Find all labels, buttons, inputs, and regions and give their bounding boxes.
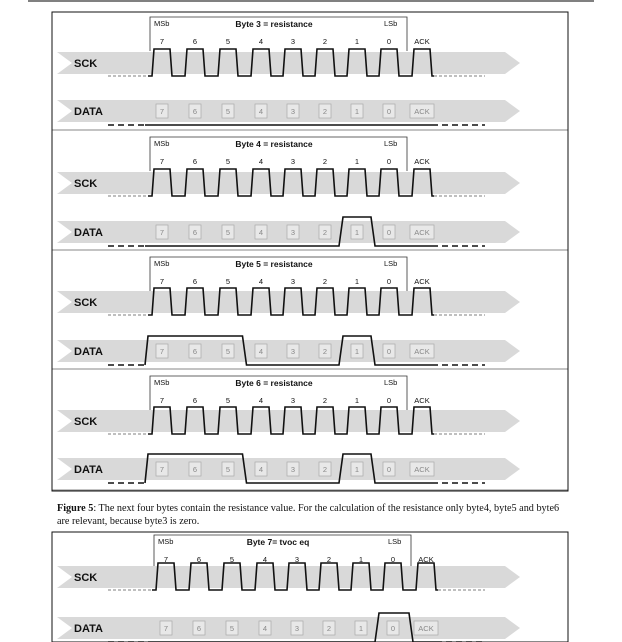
data-ack-label: ACK xyxy=(414,465,430,474)
data-bit-label: 6 xyxy=(192,228,198,237)
ack-label: ACK xyxy=(418,555,434,564)
bit-number-7: 7 xyxy=(159,396,165,405)
bit-number-3: 3 xyxy=(294,555,300,564)
bit-number-1: 1 xyxy=(354,277,360,286)
byte-panel-2 xyxy=(57,137,520,246)
bit-number-2: 2 xyxy=(322,277,328,286)
data-bit-label: 5 xyxy=(229,624,235,633)
data-bit-label: 7 xyxy=(163,624,169,633)
data-bit-label: 0 xyxy=(390,624,396,633)
bit-number-2: 2 xyxy=(326,555,332,564)
data-bit-label: 2 xyxy=(322,228,328,237)
byte-title: Byte 4 = resistance xyxy=(235,139,313,149)
data-bit-label: 1 xyxy=(354,465,360,474)
byte-panel-5 xyxy=(57,535,520,642)
byte-title: Byte 5 = resistance xyxy=(235,259,313,269)
data-bit-label: 4 xyxy=(262,624,268,633)
bit-number-0: 0 xyxy=(386,277,392,286)
byte-panel-1 xyxy=(57,17,520,125)
sck-label: SCK xyxy=(74,178,98,190)
data-bit-label: 4 xyxy=(258,465,264,474)
bit-number-4: 4 xyxy=(258,396,264,405)
data-ack-label: ACK xyxy=(414,347,430,356)
data-bit-label: 5 xyxy=(225,347,231,356)
data-bit-label: 3 xyxy=(294,624,300,633)
byte-title: Byte 3 = resistance xyxy=(235,19,313,29)
byte-title: Byte 6 = resistance xyxy=(235,378,313,388)
bit-number-3: 3 xyxy=(290,157,296,166)
data-bit-label: 1 xyxy=(354,228,360,237)
data-bit-label: 7 xyxy=(159,347,165,356)
data-bit-label: 2 xyxy=(322,107,328,116)
data-label: DATA xyxy=(74,227,103,239)
data-ack-label: ACK xyxy=(414,107,430,116)
bit-number-6: 6 xyxy=(192,157,198,166)
data-label: DATA xyxy=(74,464,103,476)
data-bit-label: 6 xyxy=(196,624,202,633)
sck-label: SCK xyxy=(74,58,98,70)
bit-number-7: 7 xyxy=(163,555,169,564)
bit-number-1: 1 xyxy=(354,37,360,46)
sck-label: SCK xyxy=(74,572,98,584)
data-bit-label: 7 xyxy=(159,465,165,474)
data-bit-label: 6 xyxy=(192,347,198,356)
bit-number-4: 4 xyxy=(258,277,264,286)
bit-number-6: 6 xyxy=(196,555,202,564)
byte-panel-3 xyxy=(57,257,520,365)
msb-label: MSb xyxy=(154,259,170,268)
lsb-label: LSb xyxy=(384,19,398,28)
bit-number-5: 5 xyxy=(225,396,231,405)
msb-label: MSb xyxy=(154,19,170,28)
data-bit-label: 1 xyxy=(354,107,360,116)
signal-band xyxy=(57,291,520,313)
bit-number-6: 6 xyxy=(192,277,198,286)
bit-number-0: 0 xyxy=(386,157,392,166)
bit-number-3: 3 xyxy=(290,277,296,286)
data-bit-label: 1 xyxy=(358,624,364,633)
bit-number-7: 7 xyxy=(159,277,165,286)
figure-caption-label: Figure 5 xyxy=(57,503,94,514)
signal-band xyxy=(57,52,520,74)
bit-number-4: 4 xyxy=(258,37,264,46)
bit-number-5: 5 xyxy=(229,555,235,564)
lsb-label: LSb xyxy=(388,537,402,546)
lsb-label: LSb xyxy=(384,378,398,387)
data-bit-label: 0 xyxy=(386,228,392,237)
bit-number-5: 5 xyxy=(225,37,231,46)
data-bit-label: 2 xyxy=(322,347,328,356)
bit-number-2: 2 xyxy=(322,157,328,166)
data-bit-label: 7 xyxy=(159,228,165,237)
lsb-label: LSb xyxy=(384,259,398,268)
data-label: DATA xyxy=(74,623,103,635)
bit-number-7: 7 xyxy=(159,37,165,46)
signal-band xyxy=(57,617,520,639)
bit-number-4: 4 xyxy=(258,157,264,166)
bit-number-2: 2 xyxy=(322,396,328,405)
data-label: DATA xyxy=(74,106,103,118)
data-bit-label: 0 xyxy=(386,347,392,356)
bit-number-4: 4 xyxy=(262,555,268,564)
bit-number-3: 3 xyxy=(290,37,296,46)
bit-number-1: 1 xyxy=(358,555,364,564)
data-bit-label: 0 xyxy=(386,107,392,116)
msb-label: MSb xyxy=(154,378,170,387)
data-bit-label: 5 xyxy=(225,107,231,116)
bit-number-3: 3 xyxy=(290,396,296,405)
signal-band xyxy=(57,410,520,432)
bit-number-0: 0 xyxy=(386,396,392,405)
byte-panel-4 xyxy=(57,376,520,483)
ack-label: ACK xyxy=(414,37,430,46)
bit-number-1: 1 xyxy=(354,157,360,166)
bit-number-7: 7 xyxy=(159,157,165,166)
data-bit-label: 5 xyxy=(225,228,231,237)
panels-container xyxy=(52,12,568,642)
bit-number-5: 5 xyxy=(225,277,231,286)
bit-number-6: 6 xyxy=(192,37,198,46)
byte-title: Byte 7= tvoc eq xyxy=(246,537,310,547)
bit-number-0: 0 xyxy=(390,555,396,564)
sck-label: SCK xyxy=(74,416,98,428)
data-ack-label: ACK xyxy=(414,228,430,237)
lsb-label: LSb xyxy=(384,139,398,148)
data-bit-label: 3 xyxy=(290,228,296,237)
data-label: DATA xyxy=(74,346,103,358)
data-bit-label: 7 xyxy=(159,107,165,116)
data-bit-label: 4 xyxy=(258,107,264,116)
bit-number-5: 5 xyxy=(225,157,231,166)
data-bit-label: 3 xyxy=(290,465,296,474)
data-bit-label: 3 xyxy=(290,347,296,356)
data-bit-label: 4 xyxy=(258,228,264,237)
signal-band xyxy=(57,172,520,194)
data-ack-label: ACK xyxy=(418,624,434,633)
data-bit-label: 4 xyxy=(258,347,264,356)
data-bit-label: 6 xyxy=(192,465,198,474)
bit-number-0: 0 xyxy=(386,37,392,46)
bit-number-1: 1 xyxy=(354,396,360,405)
figure-caption xyxy=(57,502,567,528)
data-bit-label: 2 xyxy=(322,465,328,474)
ack-label: ACK xyxy=(414,277,430,286)
sck-label: SCK xyxy=(74,297,98,309)
data-bit-label: 5 xyxy=(225,465,231,474)
bit-number-6: 6 xyxy=(192,396,198,405)
ack-label: ACK xyxy=(414,157,430,166)
data-bit-label: 1 xyxy=(354,347,360,356)
data-bit-label: 6 xyxy=(192,107,198,116)
data-bit-label: 0 xyxy=(386,465,392,474)
data-bit-label: 3 xyxy=(290,107,296,116)
msb-label: MSb xyxy=(154,139,170,148)
msb-label: MSb xyxy=(158,537,174,546)
bit-number-2: 2 xyxy=(322,37,328,46)
ack-label: ACK xyxy=(414,396,430,405)
data-bit-label: 2 xyxy=(326,624,332,633)
figure-caption-text: : The next four bytes contain the resistance value. For the calculation of the resistance only byte4, byte5 and byte6 are relevant, because byte3 is zero. xyxy=(57,503,560,527)
